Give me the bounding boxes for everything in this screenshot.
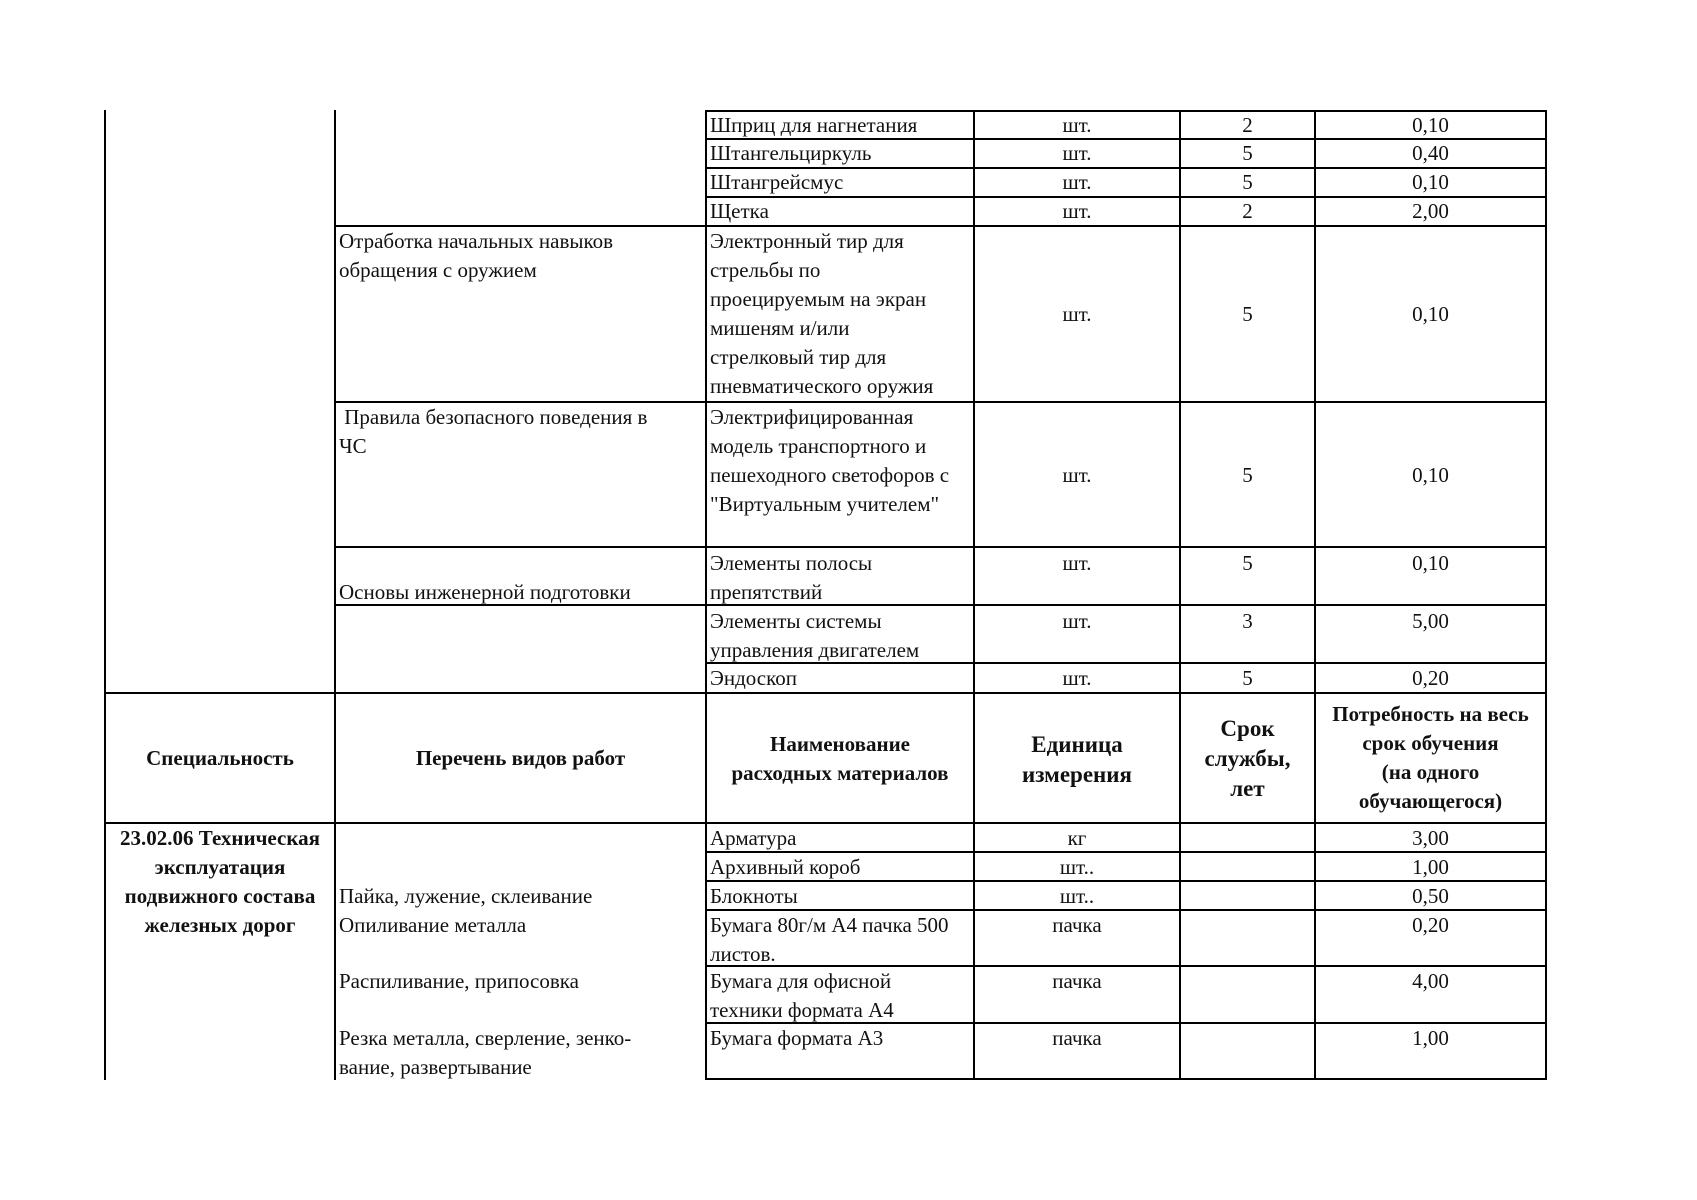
column-divider-materials <box>705 110 707 1080</box>
material-name: управления двигателем <box>710 638 920 662</box>
table-row-term: 5 <box>1242 551 1253 575</box>
table-row-unit: шт. <box>1062 551 1092 575</box>
material-name: стрелковый тир для <box>710 345 887 369</box>
column-divider-works <box>334 110 336 1080</box>
material-name: техники формата А4 <box>710 998 894 1022</box>
table-row-term: 2 <box>1242 113 1253 137</box>
material-name: препятствий <box>710 580 823 604</box>
work-type: обращения с оружием <box>339 258 537 282</box>
material-name: Архивный короб <box>710 855 861 879</box>
material-name: "Виртуальным учителем" <box>710 492 940 516</box>
material-name: листов. <box>710 942 776 966</box>
material-name: пешеходного светофоров с <box>710 463 950 487</box>
column-divider-term <box>1179 110 1181 1080</box>
work-type: Основы инженерной подготовки <box>339 580 631 604</box>
table-row-need: 0,10 <box>1412 463 1449 487</box>
table-row-term: 5 <box>1242 666 1253 690</box>
header-materials: расходных материалов <box>731 761 949 785</box>
table-row-need: 0,10 <box>1412 551 1449 575</box>
table-row-unit: шт. <box>1062 609 1092 633</box>
specialty-name: эксплуатация <box>154 855 286 879</box>
material-name: пневматического оружия <box>710 374 934 398</box>
material-name: Бумага формата А3 <box>710 1026 884 1050</box>
header-term: службы, <box>1204 746 1291 771</box>
table-row-material: Штангрейсмус <box>710 170 844 194</box>
table-row-need: 1,00 <box>1412 1026 1449 1050</box>
table-row-material: Шприц для нагнетания <box>710 113 918 137</box>
specialty-name: подвижного состава <box>124 884 316 908</box>
row-line <box>334 546 1547 548</box>
specialty-name: 23.02.06 Техническая <box>120 826 320 850</box>
table-row-unit: пачка <box>1052 969 1102 993</box>
table-row-term: 5 <box>1242 463 1253 487</box>
material-name: стрельбы по <box>710 258 821 282</box>
table-row-need: 0,10 <box>1412 113 1449 137</box>
header-term: Срок <box>1220 716 1275 741</box>
material-name: модель транспортного и <box>710 434 927 458</box>
table-row-term: 5 <box>1242 141 1253 165</box>
work-type: Правила безопасного поведения в <box>339 405 648 429</box>
work-type: Распиливание, припосовка <box>339 969 579 993</box>
table-row-unit: шт.. <box>1059 884 1095 908</box>
material-name: проецируемым на экран <box>710 287 927 311</box>
material-name: Бумага 80г/м А4 пачка 500 <box>710 913 949 937</box>
header-need: срок обучения <box>1362 731 1499 755</box>
work-type: Отработка начальных навыков <box>339 229 614 253</box>
header-unit: Единица <box>1031 732 1123 757</box>
row-line <box>705 1078 1547 1080</box>
table-row-unit: шт. <box>1062 199 1092 223</box>
header-need: Потребность на весь <box>1332 702 1529 726</box>
work-type: Резка металла, сверление, зенко- <box>339 1026 632 1050</box>
table-row-need: 5,00 <box>1412 609 1449 633</box>
table-row-need: 4,00 <box>1412 969 1449 993</box>
table-row-unit: шт. <box>1062 302 1092 326</box>
table-row-need: 0,40 <box>1412 141 1449 165</box>
table-row-need: 0,10 <box>1412 170 1449 194</box>
header-term: лет <box>1230 776 1265 801</box>
specialty-name: железных дорог <box>144 913 296 937</box>
table-row-material: Щетка <box>710 199 769 223</box>
header-need: (на одного <box>1381 760 1480 784</box>
header-works: Перечень видов работ <box>415 746 626 770</box>
material-name: Эндоскоп <box>710 666 798 690</box>
table-border-right <box>1545 110 1547 1080</box>
table-row-need: 3,00 <box>1412 826 1449 850</box>
table-row-material: Штангельциркуль <box>710 141 872 165</box>
header-need: обучающегося) <box>1358 789 1503 813</box>
material-name: Электрифицированная <box>710 405 914 429</box>
material-name: мишеням и/или <box>710 316 850 340</box>
material-name: Элементы системы <box>710 609 882 633</box>
table-row-need: 0,10 <box>1412 302 1449 326</box>
table-row-unit: шт.. <box>1059 855 1095 879</box>
table-row-need: 0,20 <box>1412 666 1449 690</box>
header-unit: измерения <box>1022 762 1132 787</box>
material-name: Блокноты <box>710 884 798 908</box>
header-materials: Наименование <box>770 732 910 756</box>
table-row-term: 2 <box>1242 199 1253 223</box>
table-row-term: 5 <box>1242 302 1253 326</box>
work-type: ЧС <box>339 434 367 458</box>
table-row-unit: шт. <box>1062 463 1092 487</box>
table-row-need: 0,50 <box>1412 884 1449 908</box>
work-type: Опиливание металла <box>339 913 527 937</box>
work-type: Пайка, лужение, склеивание <box>339 884 593 908</box>
material-name: Элементы полосы <box>710 551 873 575</box>
table-row-need: 2,00 <box>1412 199 1449 223</box>
table-row-need: 1,00 <box>1412 855 1449 879</box>
table-row-term: 3 <box>1242 609 1253 633</box>
table-row-unit: пачка <box>1052 913 1102 937</box>
material-name: Арматура <box>710 826 797 850</box>
table-row-unit: шт. <box>1062 113 1092 137</box>
table-row-term: 5 <box>1242 170 1253 194</box>
table-row-unit: пачка <box>1052 1026 1102 1050</box>
material-name: Электронный тир для <box>710 229 904 253</box>
table-row-unit: шт. <box>1062 170 1092 194</box>
table-row-need: 0,20 <box>1412 913 1449 937</box>
table-row-unit: кг <box>1067 826 1087 850</box>
table-row-unit: шт. <box>1062 141 1092 165</box>
work-type: вание, развертывание <box>339 1055 532 1079</box>
material-name: Бумага для офисной <box>710 969 892 993</box>
header-specialty: Специальность <box>146 746 294 770</box>
table-row-unit: шт. <box>1062 666 1092 690</box>
